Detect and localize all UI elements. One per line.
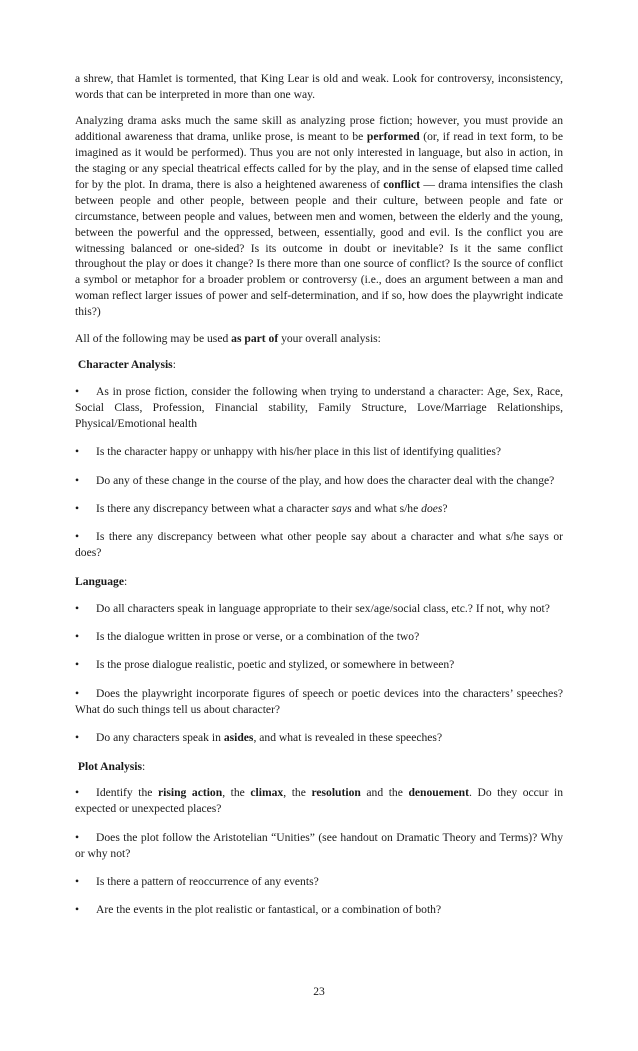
bold-term-resolution: resolution xyxy=(311,786,361,800)
bullet-item xyxy=(75,529,563,561)
bullet-text: and what s/he xyxy=(351,501,422,515)
bullet-item xyxy=(75,384,563,432)
bullet-icon: • xyxy=(75,473,80,487)
bullet-text: Do any characters speak in xyxy=(96,731,224,745)
bullet-text: As in prose fiction, consider the following when trying to understand a character: Age, Sex, Race, Social Class, Profession, Financial stability, Family Structure, Love/Marriage Relationships, Physical/Emotional health xyxy=(75,384,563,430)
bullet-icon: • xyxy=(75,731,80,745)
bullet-text: Is the character happy or unhappy with his/her place in this list of identifying qualities? xyxy=(96,445,502,459)
bold-term-rising-action: rising action xyxy=(158,786,223,800)
bold-term-denouement: denouement xyxy=(408,786,469,800)
bullet-icon: • xyxy=(75,686,80,700)
bullet-item xyxy=(75,629,563,645)
paragraph-text: your overall analysis: xyxy=(278,331,381,345)
heading-text: Character Analysis xyxy=(77,358,173,371)
section-heading-character-analysis xyxy=(75,357,563,373)
heading-colon: : xyxy=(142,759,146,773)
heading-colon: : xyxy=(172,358,176,371)
bullet-item xyxy=(75,874,563,890)
bullet-icon: • xyxy=(75,658,80,672)
bullet-text: , and what is revealed in these speeches? xyxy=(253,731,443,745)
paragraph-text: a shrew, that Hamlet is tormented, that King Lear is old and weak. Look for controversy, inconsistency, words that can be interpreted in more than one way. xyxy=(75,72,563,101)
bullet-icon: • xyxy=(75,629,80,643)
heading-colon: : xyxy=(123,574,128,588)
paragraph-text: Analyzing drama asks much the same skill as analyzing prose fiction; however, you must provide an additional awareness that drama, unlike prose, is meant to be xyxy=(75,114,563,144)
bullet-text: Does the plot follow the Aristotelian “Unities” (see handout on Dramatic Theory and Terms)? Why or why not? xyxy=(75,830,563,860)
document-page xyxy=(75,71,563,931)
bullet-text: , the xyxy=(222,786,251,800)
heading-text: Plot Analysis xyxy=(77,759,143,773)
italic-term-does: does xyxy=(421,501,443,515)
bullet-icon: • xyxy=(75,830,80,844)
bold-term-climax: climax xyxy=(250,786,284,800)
page-number: 23 xyxy=(313,985,325,998)
section-heading-language xyxy=(75,574,563,590)
bold-term-as-part-of: as part of xyxy=(231,331,279,345)
bullet-text: Are the events in the plot realistic or fantastical, or a combination of both? xyxy=(96,903,442,917)
bullet-text: ? xyxy=(442,501,448,515)
bullet-item xyxy=(75,657,563,673)
bullet-icon: • xyxy=(75,601,80,615)
bullet-text: Does the playwright incorporate figures of speech or poetic devices into the characters’ speeches? What do such things tell us about character? xyxy=(75,686,563,716)
bullet-text: Is there any discrepancy between what a character xyxy=(96,501,332,515)
bullet-item xyxy=(75,785,563,817)
bullet-icon: • xyxy=(75,875,80,889)
paragraph-text: — drama intensifies the clash between people and other people, between people and their culture, between people and fate or circumstance, between people and values, between men and women, between the elderly and the young, between the powerful and the oppressed, between, essentially, good and evil. Is the conflict you are witnessing balanced or one-sided? Is its outcome in doubt or inevitable? Is it the same conflict throughout the play or does it change? Is there more than one source of conflict? Is the source of conflict a symbol or metaphor for a broader problem or controversy (i.e., does an argument between a man and woman reflect larger issues of power and self-determination, and if so, how does the playwright indicate this?) xyxy=(75,177,563,319)
bullet-item xyxy=(75,601,563,617)
bullet-item xyxy=(75,730,563,746)
heading-text: Language xyxy=(75,574,124,588)
bullet-text: Do all characters speak in language appropriate to their sex/age/social class, etc.? If not, why not? xyxy=(96,601,550,615)
italic-term-says: says xyxy=(331,501,352,515)
bullet-item xyxy=(75,902,563,918)
bullet-text: Identify the xyxy=(96,786,158,800)
bold-term-asides: asides xyxy=(223,731,254,745)
bullet-icon: • xyxy=(75,445,80,459)
bullet-icon: • xyxy=(75,903,80,917)
drama-analysis-paragraph xyxy=(75,113,563,320)
bullet-text: Is there any discrepancy between what other people say about a character and what s/he says or does? xyxy=(75,530,563,560)
bullet-icon: • xyxy=(75,530,80,544)
bullet-text: Is the dialogue written in prose or verse, or a combination of the two? xyxy=(96,629,420,643)
bullet-text: Is the prose dialogue realistic, poetic and stylized, or somewhere in between? xyxy=(96,658,455,672)
bold-term-performed: performed xyxy=(366,130,420,144)
bullet-text: Do any of these change in the course of the play, and how does the character deal with the change? xyxy=(96,473,555,487)
bullet-icon: • xyxy=(75,501,80,515)
bullet-item xyxy=(75,686,563,718)
paragraph-text: All of the following may be used xyxy=(75,331,232,345)
bullet-text: . Do they occur in expected or unexpected places? xyxy=(75,786,564,816)
bullet-item xyxy=(75,444,563,460)
bullet-text: , the xyxy=(283,786,312,800)
overall-analysis-paragraph xyxy=(75,331,563,347)
bullet-item xyxy=(75,473,563,489)
bullet-icon: • xyxy=(75,786,80,800)
bullet-text: Is there a pattern of reoccurrence of any events? xyxy=(96,875,319,889)
bullet-text: and the xyxy=(360,786,409,800)
bold-term-conflict: conflict xyxy=(383,177,420,191)
section-heading-plot-analysis xyxy=(75,759,563,775)
bullet-item xyxy=(75,501,563,517)
intro-paragraph-continuation xyxy=(75,71,563,103)
paragraph-text: (or, if read in text form, to be imagined as it would be performed). Thus you are not only interested in language, but also in action, in the staging or any special theatrical effects called for by the play, and in the sense of elapsed time called for by the plot. In drama, there is also a heightened awareness of xyxy=(75,130,563,191)
bullet-icon: • xyxy=(75,384,80,398)
bullet-item xyxy=(75,830,563,862)
